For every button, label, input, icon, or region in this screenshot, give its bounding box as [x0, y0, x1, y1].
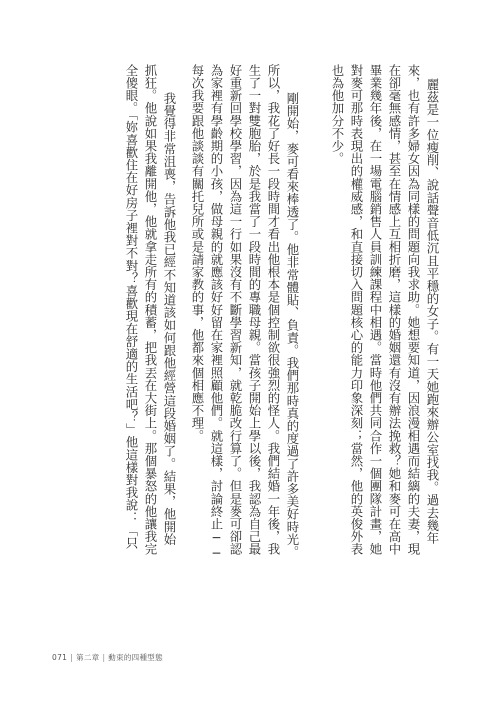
text-column: 在卻毫無感情，甚至在情感上互相折磨，這樣的婚姻還有沒有辦法挽救？她和麥可在高中 — [387, 64, 402, 556]
text-column: 對麥可那時表現出的權威感，和直接切入問題核心的能力印象深刻；當然，他的英俊外表 — [349, 64, 364, 556]
text-column: 全傻眼。「妳喜歡住在好房子裡對不對？喜歡現在舒適的生活吧？」他這樣對我說：「只 — [124, 64, 139, 550]
text-column: 好重新回學校學習，因為這一行如果沒有不斷學習新知，就乾脆改行算了。但是麥可卻認 — [228, 64, 243, 556]
text-column: 我覺得非常沮喪，告訴他我已經不知道該如何跟他經營這段婚姻了。結果，他開始 — [162, 92, 177, 546]
text-column: 麗茲是一位瘦削、說話聲音低沉且平穩的女子。有一天她跑來辦公室找我。過去幾年 — [425, 78, 440, 545]
text-column: 剛開始，麥可看來棒透了。他非常體貼、負責。我們那時真的度過了許多美好時光。 — [285, 92, 300, 559]
chapter-title: 動束的四種型態 — [108, 653, 163, 662]
page-number: 071 — [52, 653, 68, 662]
text-column: 每次我要跟他談談有關托兒所或是請家教的事，他都來個相應不理。 — [190, 64, 205, 442]
text-column: 畢業幾年後，在一場電腦銷售人員訓練課程中相遇。當時他們共同合作一個團隊計畫，她 — [368, 64, 383, 556]
chapter-label: 第二章 — [76, 653, 100, 662]
text-column: 為家裡有學齡期的小孩，做母親的就應該好好留在家裡照顧他們。就這樣，討論終止── — [209, 64, 224, 561]
page-footer: 071 | 第二章 | 動束的四種型態 — [52, 653, 163, 662]
text-column: 抓狂。他說如果我離開他，他就拿走所有的積蓄，把我丟在大街上。那個暴怒的他讓我完 — [143, 64, 158, 556]
text-column: 生了一對雙胞胎，於是我當了一段時間的專職母親。當孩子開始上學以後，我認為自己最 — [247, 64, 262, 556]
text-column: 來，也有許多婦女因為同樣的問題向我求助。她想要知道，因浪漫相遇而結縭的夫妻，現 — [406, 64, 421, 556]
text-column: 所以，我花了好長一段時間才看出他根本是個控制欲很強烈的怪人。我們結婚一年後，我 — [266, 64, 281, 556]
text-column: 也為他加分不少。 — [330, 64, 345, 165]
